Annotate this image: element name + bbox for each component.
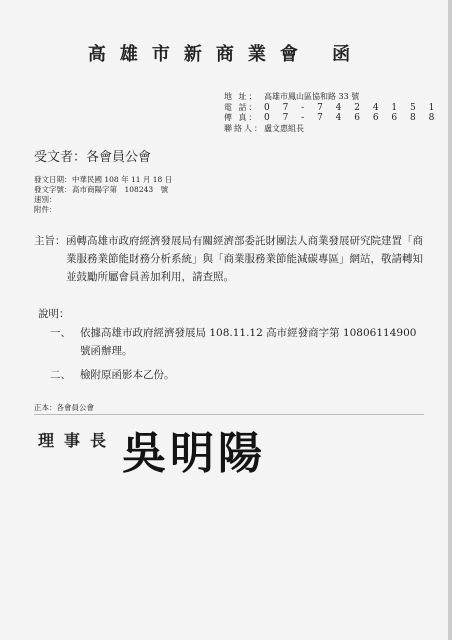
contact-fax (224, 113, 439, 124)
document-title: 高雄市新商業會 函 (87, 44, 365, 65)
item-number: 一、 (50, 327, 71, 339)
contact-block (224, 92, 439, 134)
subject (34, 232, 430, 286)
contact-person (224, 124, 439, 135)
recipient: 受文者：各會員公會 (34, 150, 152, 165)
item-text: 依據高雄市政府經濟發展局 108.11.12 高市經發商字第 10806114900 號函辦理。 (80, 327, 417, 357)
issue-attachment: 附件： (34, 205, 57, 214)
contact-value: 0 7 - 7 4 6 6 6 8 8 (264, 113, 440, 123)
subject-text: 函轉高雄市政府經濟發展局有關經濟部委託財團法人商業發展研究院建置「商業服務業節能財務分析系統」與「商業服務業節能減碳專區」網站，敬請轉知並鼓勵所屬會員善加利用，請查照。 (66, 235, 423, 283)
scan-edge (448, 0, 452, 640)
description-item (50, 324, 420, 360)
description-item (50, 366, 420, 384)
contact-value: 高雄市鳳山區協和路 33 號 (264, 92, 360, 101)
item-number: 二、 (50, 369, 71, 381)
cc-line: 正本：各會員公會 (34, 403, 94, 412)
issue-date: 發文日期：中華民國 108 年 11 月 18 日 (34, 175, 173, 184)
issue-ref: 發文字號：高市商陽字第 108243 號 (34, 185, 169, 194)
contact-label: 聯絡人： (224, 123, 264, 133)
signer-title: 理事長 (38, 431, 117, 450)
contact-value: 盧文惠組長 (264, 123, 304, 133)
contact-phone (224, 103, 439, 114)
contact-address (224, 92, 439, 103)
contact-value: 0 7 - 7 4 2 4 1 5 1 (264, 102, 440, 113)
contact-label: 電 話： (224, 102, 259, 112)
issue-meta (34, 175, 172, 215)
contact-label: 傳 真： (224, 113, 259, 122)
issue-speed: 速別： (34, 195, 57, 204)
description-label: 說明： (38, 308, 70, 320)
contact-label: 地 址： (224, 92, 259, 101)
divider (34, 414, 424, 415)
subject-label: 主旨： (34, 235, 66, 247)
signer-signature: 吳明陽 (122, 428, 266, 479)
item-text: 檢附原函影本乙份。 (80, 369, 175, 381)
